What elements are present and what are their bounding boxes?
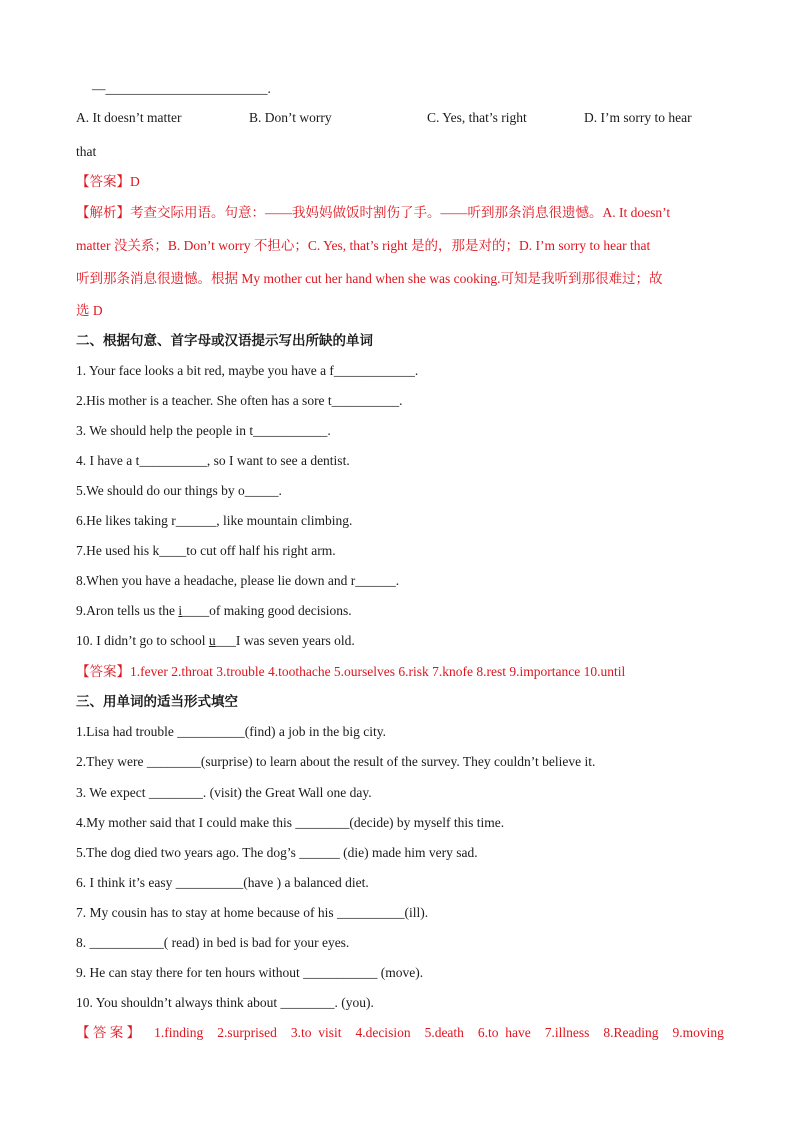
section3-item-1: 1.Lisa had trouble __________(find) a job in the big city. bbox=[76, 724, 386, 739]
analysis-line-4: 选 D bbox=[76, 303, 103, 318]
s3-answer-label: 【 答 案 】 bbox=[76, 1025, 141, 1040]
s3-answer-6: 6.to have bbox=[477, 1025, 531, 1040]
section3-item-4: 4.My mother said that I could make this ________(decide) by myself this time. bbox=[76, 815, 505, 830]
option-c: C. Yes, that’s right bbox=[427, 110, 527, 125]
option-a: A. It doesn’t matter bbox=[76, 110, 182, 125]
section2-item-4: 4. I have a t__________, so I want to see a dentist. bbox=[76, 453, 350, 468]
option-b: B. Don’t worry bbox=[249, 110, 332, 125]
option-d: D. I’m sorry to hear bbox=[584, 110, 692, 125]
section2-item-1: 1. Your face looks a bit red, maybe you have a f____________. bbox=[76, 363, 419, 378]
item9-before: 9.Aron tells us the bbox=[76, 603, 179, 618]
section2-item-5: 5.We should do our things by o_____. bbox=[76, 483, 282, 498]
s3-answer-2: 2.surprised bbox=[217, 1025, 277, 1040]
section3-answer bbox=[76, 1024, 724, 1042]
answer-top: 【答案】D bbox=[76, 174, 140, 189]
section2-item-9 bbox=[76, 602, 352, 620]
section3-item-10: 10. You shouldn’t always think about ________. (you). bbox=[76, 995, 374, 1010]
s3-answer-1: 1.finding bbox=[154, 1025, 204, 1040]
item10-before: 10. I didn’t go to school bbox=[76, 633, 209, 648]
section3-item-3: 3. We expect ________. (visit) the Great Wall one day. bbox=[76, 785, 372, 800]
s3-answer-5: 5.death bbox=[424, 1025, 464, 1040]
s3-answer-7: 7.illness bbox=[544, 1025, 590, 1040]
item9-letter: i bbox=[178, 603, 183, 618]
s3-answer-3: 3.to visit bbox=[290, 1025, 342, 1040]
section3-heading: 三、用单词的适当形式填空 bbox=[76, 694, 238, 709]
section2-answer: 【答案】1.fever 2.throat 3.trouble 4.toothache 5.ourselves 6.risk 7.knofe 8.rest 9.importance 10.until bbox=[76, 664, 626, 679]
analysis-line-1: 【解析】考查交际用语。句意：——我妈妈做饭时割伤了手。——听到那条消息很遗憾。A. It doesn’t bbox=[76, 205, 671, 220]
section2-item-3: 3. We should help the people in t___________. bbox=[76, 423, 331, 438]
section3-item-2: 2.They were ________(surprise) to learn about the result of the survey. They couldn’t believe it. bbox=[76, 754, 596, 769]
section3-item-5: 5.The dog died two years ago. The dog’s ______ (die) made him very sad. bbox=[76, 845, 478, 860]
section2-item-6: 6.He likes taking r______, like mountain climbing. bbox=[76, 513, 353, 528]
analysis-line-3: 听到那条消息很遗憾。根据 My mother cut her hand when she was cooking.可知是我听到那很难过；故 bbox=[76, 271, 663, 286]
dialog-blank-line: —________________________. bbox=[92, 81, 271, 96]
section2-item-8: 8.When you have a headache, please lie down and r______. bbox=[76, 573, 400, 588]
section3-item-9: 9. He can stay there for ten hours without ___________ (move). bbox=[76, 965, 424, 980]
section3-item-6: 6. I think it’s easy __________(have ) a balanced diet. bbox=[76, 875, 369, 890]
section3-item-8: 8. ___________( read) in bed is bad for your eyes. bbox=[76, 935, 350, 950]
section2-heading: 二、根据句意、首字母或汉语提示写出所缺的单词 bbox=[76, 333, 373, 348]
item9-after: ____of making good decisions. bbox=[182, 603, 352, 618]
s3-answer-4: 4.decision bbox=[355, 1025, 411, 1040]
analysis-line-2: matter 没关系；B. Don’t worry 不担心；C. Yes, that’s right 是的，那是对的；D. I’m sorry to hear that bbox=[76, 238, 651, 253]
s3-answer-8: 8.Reading bbox=[603, 1025, 659, 1040]
item10-letter: u bbox=[208, 633, 216, 648]
s3-answer-9: 9.moving bbox=[672, 1025, 724, 1040]
section3-item-7: 7. My cousin has to stay at home because of his __________(ill). bbox=[76, 905, 429, 920]
item10-after: ___I was seven years old. bbox=[215, 633, 355, 648]
section2-item-10 bbox=[76, 632, 355, 650]
section2-item-2: 2.His mother is a teacher. She often has a sore t__________. bbox=[76, 393, 403, 408]
option-d-wrap: that bbox=[76, 144, 97, 159]
section2-item-7: 7.He used his k____to cut off half his right arm. bbox=[76, 543, 336, 558]
